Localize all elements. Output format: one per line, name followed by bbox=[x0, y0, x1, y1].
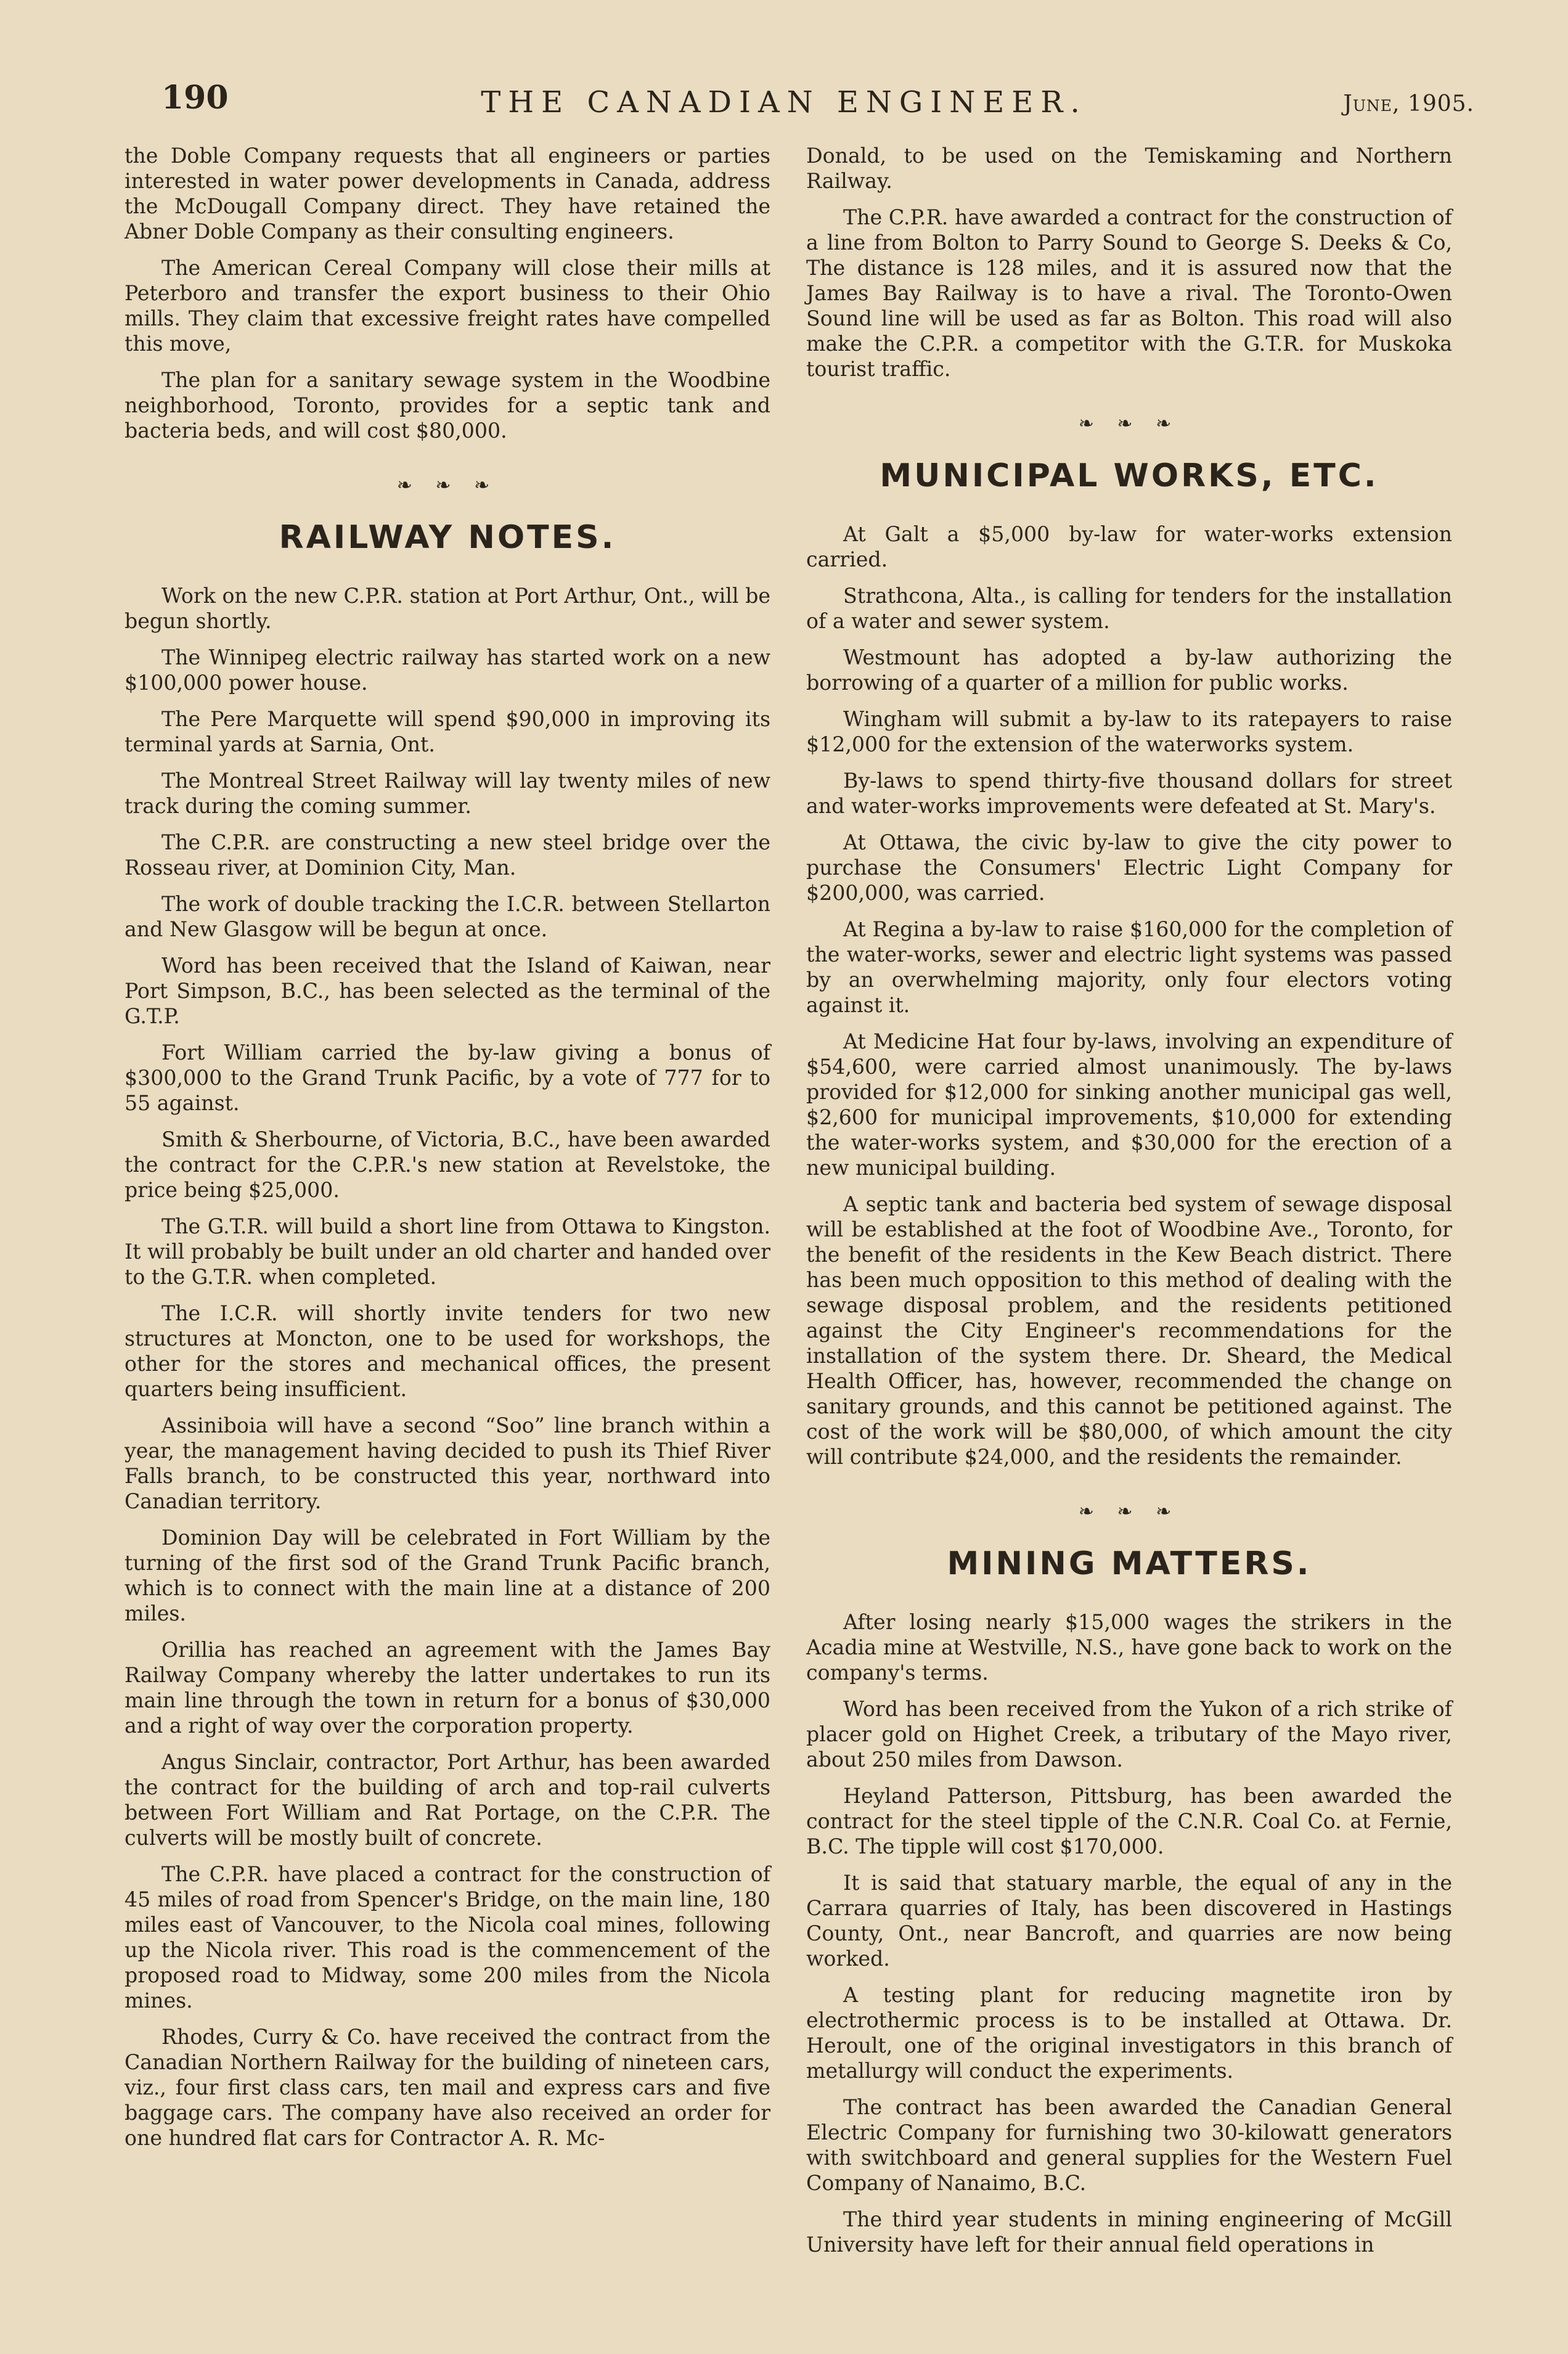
paragraph: The G.T.R. will build a short line from Ottawa to Kingston. It will probably be built under an old charter and handed over to the G.T.R. when completed. bbox=[125, 1214, 770, 1289]
paragraph: It is said that statuary marble, the equal of any in the Carrara quarries of Italy, has been discovered in Hastings County, Ont., near Bancroft, and quarries are now being worked. bbox=[806, 1871, 1452, 1971]
paragraph: At Medicine Hat four by-laws, involving an expenditure of $54,600, were carried almost unanimously. The by-laws provided for $12,000 for sinking another municipal gas well, $2,600 for municipal improvements, $10,000 for extending the water-works system, and $30,000 for the erection of a new municipal building. bbox=[806, 1029, 1452, 1180]
paragraph: Smith & Sherbourne, of Victoria, B.C., have been awarded the contract for the C.P.R.'s new station at Revelstoke, the price being $25,000. bbox=[125, 1127, 770, 1202]
paragraph: The Winnipeg electric railway has started work on a new $100,000 power house. bbox=[125, 645, 770, 695]
paragraph: A septic tank and bacteria bed system of sewage disposal will be established at the foot of Woodbine Ave., Toronto, for the benefit of the residents in the Kew Beach district. There has been much opposition to this method of dealing with the sewage disposal problem, and the residents petitioned against the City Engineer's recommendations for the installation of the system there. Dr. Sheard, the Medical Health Officer, has, however, recommended the change on sanitary grounds, and this cannot be petitioned against. The cost of the work will be $80,000, of which amount the city will contribute $24,000, and the residents the remainder. bbox=[806, 1192, 1452, 1469]
paragraph: Work on the new C.P.R. station at Port Arthur, Ont., will be begun shortly. bbox=[125, 584, 770, 633]
paragraph: The C.P.R. are constructing a new steel bridge over the Rosseau river, at Dominion City, Man. bbox=[125, 830, 770, 880]
paragraph: Wingham will submit a by-law to its ratepayers to raise $12,000 for the extension of the waterworks system. bbox=[806, 707, 1452, 756]
right-column bbox=[806, 143, 1452, 2268]
paragraph: Fort William carried the by-law giving a bonus of $300,000 to the Grand Trunk Pacific, by a vote of 777 for to 55 against. bbox=[125, 1040, 770, 1115]
paragraph: The work of double tracking the I.C.R. between Stellarton and New Glasgow will be begun at once. bbox=[125, 892, 770, 941]
section-ornament: ❧ ❧ ❧ bbox=[1078, 1501, 1180, 1522]
paragraph: The Montreal Street Railway will lay twenty miles of new track during the coming summer. bbox=[125, 769, 770, 818]
mining-matters-heading: MINING MATTERS. bbox=[947, 1545, 1312, 1582]
paragraph: the Doble Company requests that all engineers or parties interested in water power developments in Canada, address the McDougall Company direct. They have retained the Abner Doble Company as their consulting engineers. bbox=[125, 144, 770, 243]
paragraph: The third year students in mining engineering of McGill University have left for their annual field operations in bbox=[806, 2207, 1452, 2257]
section-ornament: ❧ ❧ ❧ bbox=[1078, 413, 1180, 435]
paragraph: By-laws to spend thirty-five thousand dollars for street and water-works improvements were defeated at St. Mary's. bbox=[806, 769, 1452, 818]
paragraph: Westmount has adopted a by-law authorizing the borrowing of a quarter of a million for public works. bbox=[806, 645, 1452, 695]
paragraph: At Galt a $5,000 by-law for water-works extension carried. bbox=[806, 522, 1452, 571]
issue-date: June, 1905. bbox=[1343, 91, 1474, 116]
paragraph: The American Cereal Company will close their mills at Peterboro and transfer the export business to their Ohio mills. They claim that excessive freight rates have compelled this move, bbox=[125, 256, 770, 356]
left-column bbox=[125, 143, 770, 2162]
paragraph: At Regina a by-law to raise $160,000 for the completion of the water-works, sewer and electric light systems was passed by an overwhelming majority, only four electors voting against it. bbox=[806, 917, 1452, 1017]
section-ornament: ❧ ❧ ❧ bbox=[396, 475, 499, 496]
running-head bbox=[0, 0, 1568, 136]
paragraph: At Ottawa, the civic by-law to give the city power to purchase the Consumers' Electric Light Company for $200,000, was carried. bbox=[806, 830, 1452, 905]
municipal-works-heading: MUNICIPAL WORKS, ETC. bbox=[880, 457, 1379, 494]
journal-title: THE CANADIAN ENGINEER. bbox=[481, 85, 1087, 120]
paragraph: Word has been received that the Island of Kaiwan, near Port Simpson, B.C., has been selected as the terminal of the G.T.P. bbox=[125, 954, 770, 1028]
paragraph: The Pere Marquette will spend $90,000 in improving its terminal yards at Sarnia, Ont. bbox=[125, 707, 770, 756]
paragraph: The C.P.R. have placed a contract for the construction of 45 miles of road from Spencer's Bridge, on the main line, 180 miles east of Vancouver, to the Nicola coal mines, following up the Nicola river. This road is the commencement of the proposed road to Midway, some 200 miles from the Nicola mines. bbox=[125, 1862, 770, 2013]
paragraph: The I.C.R. will shortly invite tenders for two new structures at Moncton, one to be used for workshops, the other for the stores and mechanical offices, the present quarters being insufficient. bbox=[125, 1301, 770, 1401]
paragraph: Heyland Patterson, Pittsburg, has been awarded the contract for the steel tipple of the C.N.R. Coal Co. at Fernie, B.C. The tipple will cost $170,000. bbox=[806, 1784, 1452, 1858]
paragraph: After losing nearly $15,000 wages the strikers in the Acadia mine at Westville, N.S., have gone back to work on the company's terms. bbox=[806, 1610, 1452, 1685]
paragraph: Rhodes, Curry & Co. have received the contract from the Canadian Northern Railway for the building of nineteen cars, viz., four first class cars, ten mail and express cars and five baggage cars. The company have also received an order for one hundred flat cars for Contractor A. R. Mc- bbox=[125, 2025, 770, 2150]
paragraph: Orillia has reached an agreement with the James Bay Railway Company whereby the latter undertakes to run its main line through the town in return for a bonus of $30,000 and a right of way over the corporation property. bbox=[125, 1638, 770, 1738]
page-number: 190 bbox=[161, 79, 229, 116]
paragraph: Assiniboia will have a second “Soo” line branch within a year, the management having decided to push its Thief River Falls branch, to be constructed this year, northward into Canadian territory. bbox=[125, 1413, 770, 1513]
paragraph: Strathcona, Alta., is calling for tenders for the installation of a water and sewer system. bbox=[806, 584, 1452, 633]
paragraph: The contract has been awarded the Canadian General Electric Company for furnishing two 30-kilowatt generators with switchboard and general supplies for the Western Fuel Company of Nanaimo, B.C. bbox=[806, 2095, 1452, 2195]
paragraph: The C.P.R. have awarded a contract for the construction of a line from Bolton to Parry Sound to George S. Deeks & Co, The distance is 128 miles, and it is assured now that the James Bay Railway is to have a rival. The Toronto-Owen Sound line will be used as far as Bolton. This road will also make the C.P.R. a competitor with the G.T.R. for Muskoka tourist traffic. bbox=[806, 205, 1452, 381]
paragraph: Word has been received from the Yukon of a rich strike of placer gold on Highet Creek, a tributary of the Mayo river, about 250 miles from Dawson. bbox=[806, 1697, 1452, 1772]
paragraph: Donald, to be used on the Temiskaming and Northern Railway. bbox=[806, 144, 1452, 193]
paragraph: A testing plant for reducing magnetite iron by electrothermic process is to be installed at Ottawa. Dr. Heroult, one of the original investigators in this branch of metallurgy will conduct the experiments. bbox=[806, 1983, 1452, 2083]
paragraph: Angus Sinclair, contractor, Port Arthur, has been awarded the contract for the building of arch and top-rail culverts between Fort William and Rat Portage, on the C.P.R. The culverts will be mostly built of concrete. bbox=[125, 1750, 770, 1850]
paragraph: Dominion Day will be celebrated in Fort William by the turning of the first sod of the Grand Trunk Pacific branch, which is to connect with the main line at a distance of 200 miles. bbox=[125, 1526, 770, 1625]
paragraph: The plan for a sanitary sewage system in the Woodbine neighborhood, Toronto, provides for a septic tank and bacteria beds, and will cost $80,000. bbox=[125, 368, 770, 443]
railway-notes-heading: RAILWAY NOTES. bbox=[279, 519, 616, 556]
